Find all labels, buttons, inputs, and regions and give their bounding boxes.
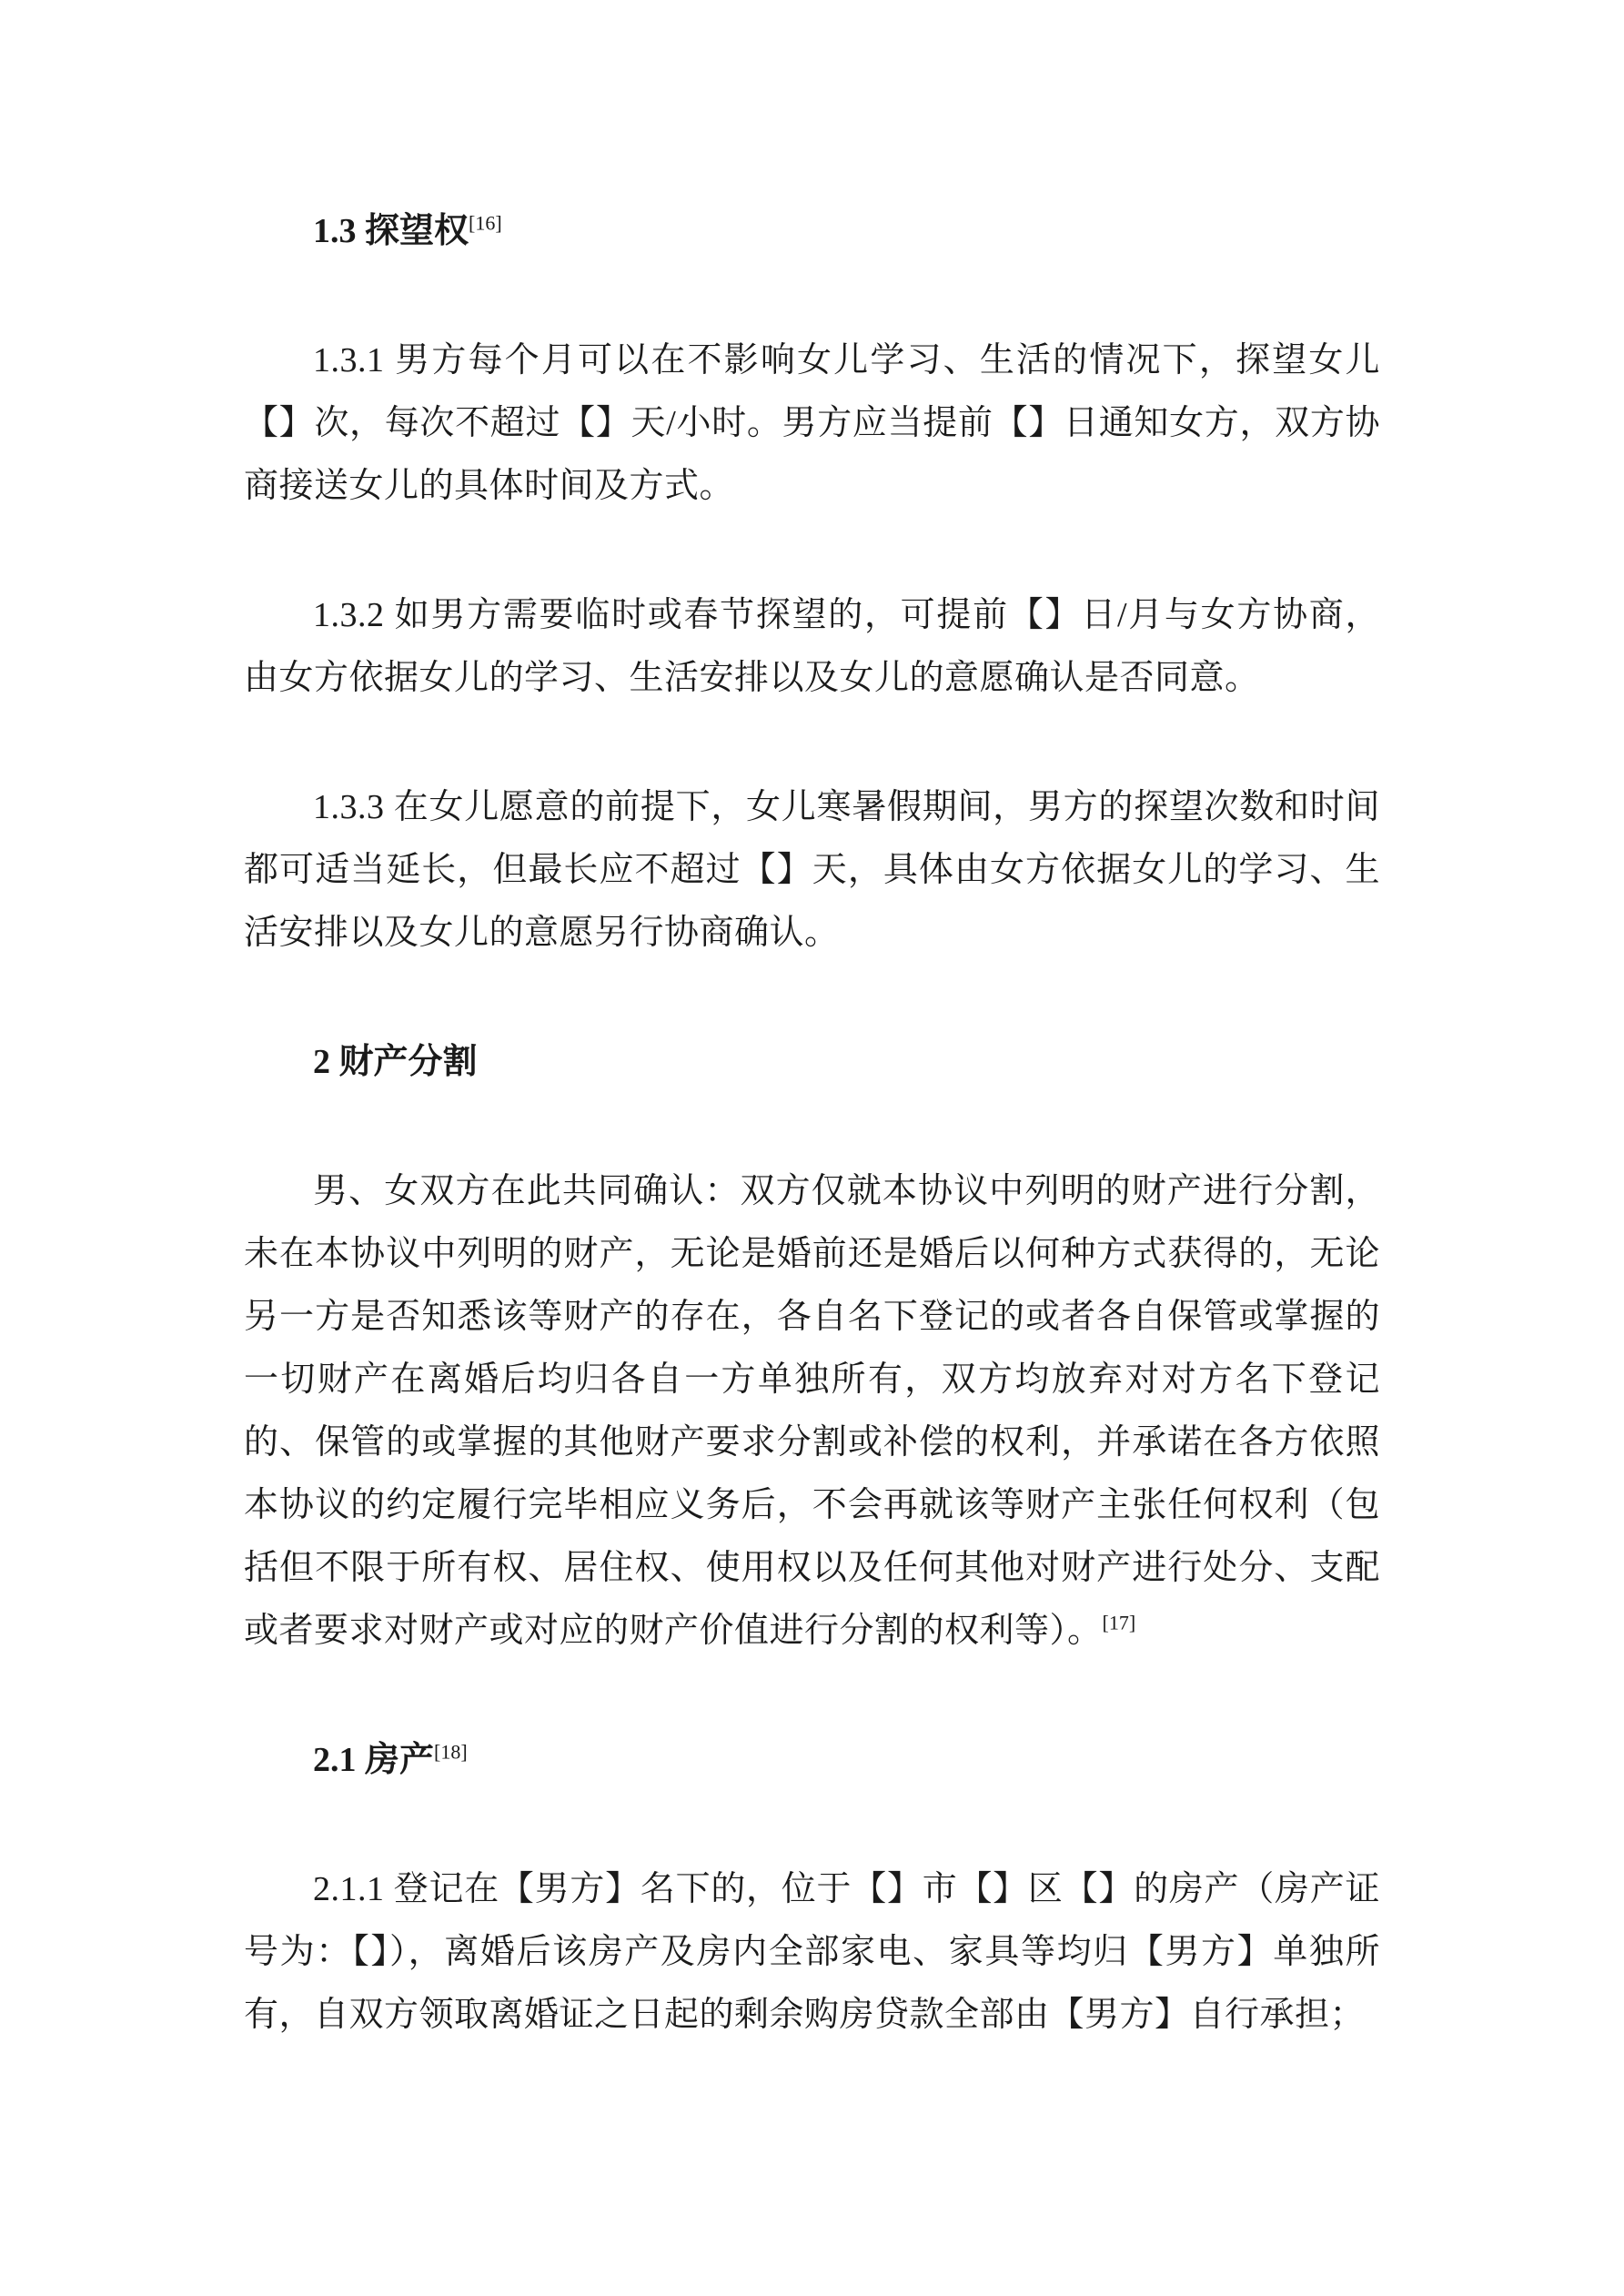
clause-1-3-3 (244, 776, 1380, 965)
heading-visitation-rights (313, 200, 1380, 263)
footnote-ref-17: [17] (1102, 1611, 1136, 1634)
footnote-ref-16: [16] (469, 211, 502, 235)
clause-text: 男、女双方在此共同确认：双方仅就本协议中列明的财产进行分割，未在本协议中列明的财产，无论是婚前还是婚后以何种方式获得的，无论另一方是否知悉该等财产的存在，各自名下登记的或者各自保管或掌握的一切财产在离婚后均归各自一方单独所有，双方均放弃对对方名下登记的、保管的或掌握的其他财产要求分割或补偿的权利，并承诺在各方依照本协议的约定履行完毕相应义务后，不会再就该等财产主张任何权利（包括但不限于所有权、居住权、使用权以及任何其他对财产进行处分、支配或者要求对财产或对应的财产价值进行分割的权利等）。 (244, 1172, 1380, 1650)
clause-1-3-1 (244, 329, 1380, 518)
heading-text: 2 财产分割 (313, 1043, 478, 1081)
clause-1-3-2 (244, 584, 1380, 710)
clause-property-confirmation (244, 1160, 1380, 1663)
clause-text: 2.1.1 登记在【男方】名下的，位于【】市【】区【】的房产（房产证号为：【】），离婚后该房产及房内全部家电、家具等均归【男方】单独所有，自双方领取离婚证之日起的剩余购房贷款全部由【男方】自行承担； (244, 1870, 1380, 2034)
clause-2-1-1 (244, 1858, 1380, 2047)
clause-text: 1.3.3 在女儿愿意的前提下，女儿寒暑假期间，男方的探望次数和时间都可适当延长，但最长应不超过【】天，具体由女方依据女儿的学习、生活安排以及女儿的意愿另行协商确认。 (244, 788, 1380, 952)
footnote-ref-18: [18] (434, 1740, 468, 1764)
clause-text: 1.3.1 男方每个月可以在不影响女儿学习、生活的情况下，探望女儿【】次，每次不超过【】天/小时。男方应当提前【】日通知女方，双方协商接送女儿的具体时间及方式。 (244, 341, 1380, 505)
clause-text: 1.3.2 如男方需要临时或春节探望的，可提前【】日/月与女方协商，由女方依据女儿的学习、生活安排以及女儿的意愿确认是否同意。 (244, 596, 1380, 697)
heading-text: 2.1 房产 (313, 1741, 435, 1779)
heading-real-estate (313, 1729, 1380, 1792)
heading-text: 1.3 探望权 (313, 212, 469, 250)
heading-property-division (313, 1031, 1380, 1094)
